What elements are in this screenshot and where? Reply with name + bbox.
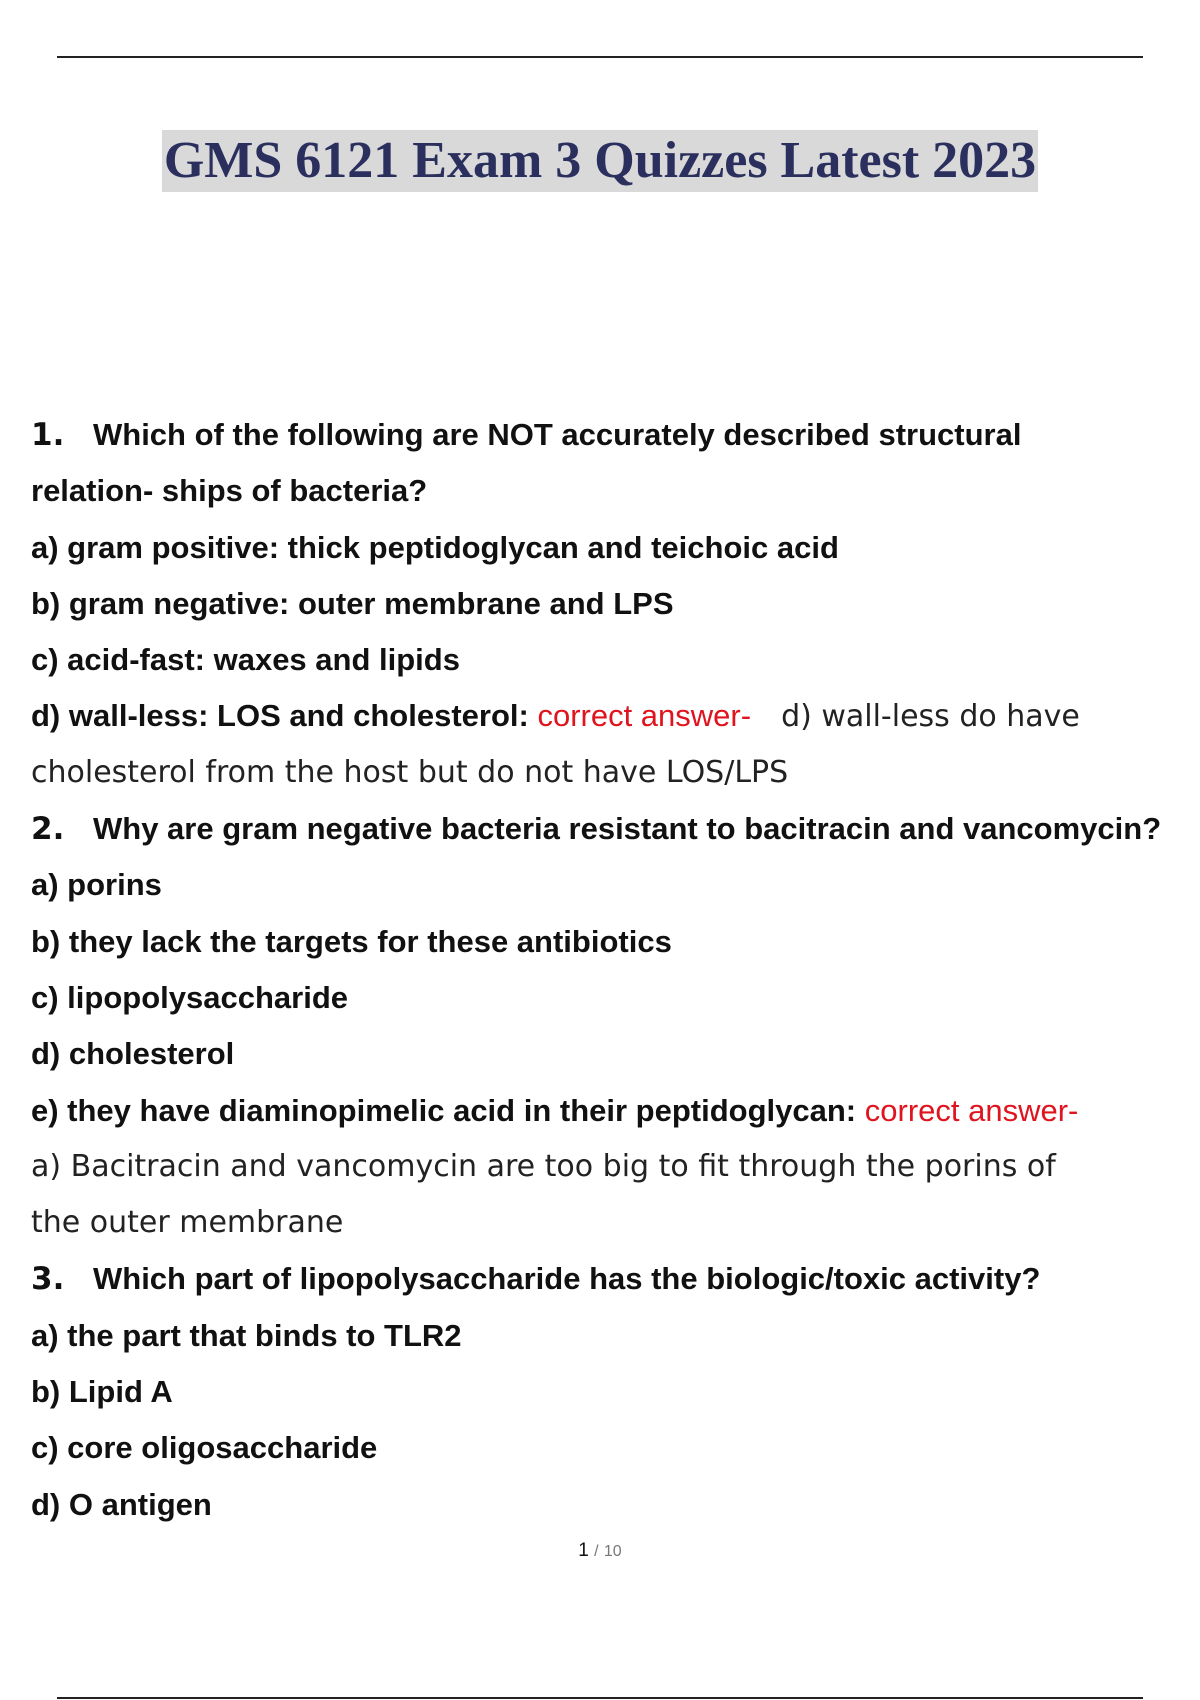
question-1-option-d	[31, 688, 1200, 744]
question-3	[31, 1251, 1200, 1307]
question-2-answer: a) Bacitracin and vancomycin are too big to fit through the porins of	[31, 1148, 1056, 1184]
question-2	[31, 801, 1200, 857]
question-2-option-e-text: e) they have diaminopimelic acid in their peptidoglycan:	[31, 1092, 857, 1128]
question-1-text-continued: relation- ships of bacteria?	[31, 473, 428, 509]
question-1-option-d-text: d) wall-less: LOS and cholesterol:	[31, 698, 529, 734]
question-2-option-d: d) cholesterol	[31, 1036, 235, 1072]
question-1-option-b: b) gram negative: outer membrane and LPS	[31, 585, 674, 621]
question-1-number: 1.	[31, 417, 65, 453]
question-2-answer-continued: the outer membrane	[31, 1205, 344, 1241]
question-1	[31, 407, 1200, 463]
question-2-option-b: b) they lack the targets for these antibiotics	[31, 923, 672, 959]
question-3-number: 3.	[31, 1261, 65, 1298]
question-3-text: Which part of lipopolysaccharide has the biologic/toxic activity?	[93, 1261, 1041, 1297]
question-2-option-c: c) lipopolysaccharide	[31, 979, 348, 1015]
page-total: 10	[603, 1543, 622, 1560]
question-2-text: Why are gram negative bacteria resistant to bacitracin and vancomycin?	[93, 811, 1162, 847]
question-2-number: 2.	[31, 811, 65, 848]
top-rule	[57, 56, 1143, 58]
question-1-option-a: a) gram positive: thick peptidoglycan and teichoic acid	[31, 529, 839, 565]
quiz-content	[31, 407, 1200, 1533]
page-number	[0, 1540, 1200, 1562]
question-1-option-c: c) acid-fast: waxes and lipids	[31, 642, 460, 678]
title-block	[0, 130, 1200, 192]
question-1-text: Which of the following are NOT accurately described structural	[93, 417, 1022, 452]
bottom-rule	[57, 1697, 1143, 1699]
page-separator: /	[594, 1543, 599, 1560]
question-3-option-c: c) core oligosaccharide	[31, 1430, 378, 1466]
question-2-answer-label: correct answer-	[864, 1092, 1079, 1128]
page-current: 1	[578, 1540, 589, 1561]
question-1-answer-start: d) wall-less do have	[781, 699, 1080, 735]
question-1-answer-label: correct answer-	[537, 698, 752, 734]
question-1-answer-continued: cholesterol from the host but do not have LOS/LPS	[31, 754, 789, 790]
question-3-option-a: a) the part that binds to TLR2	[31, 1317, 462, 1353]
document-title: GMS 6121 Exam 3 Quizzes Latest 2023	[162, 130, 1038, 192]
question-2-option-e	[31, 1083, 1200, 1139]
question-2-option-a: a) porins	[31, 867, 162, 903]
question-3-option-b: b) Lipid A	[31, 1374, 173, 1410]
question-3-option-d: d) O antigen	[31, 1486, 212, 1522]
